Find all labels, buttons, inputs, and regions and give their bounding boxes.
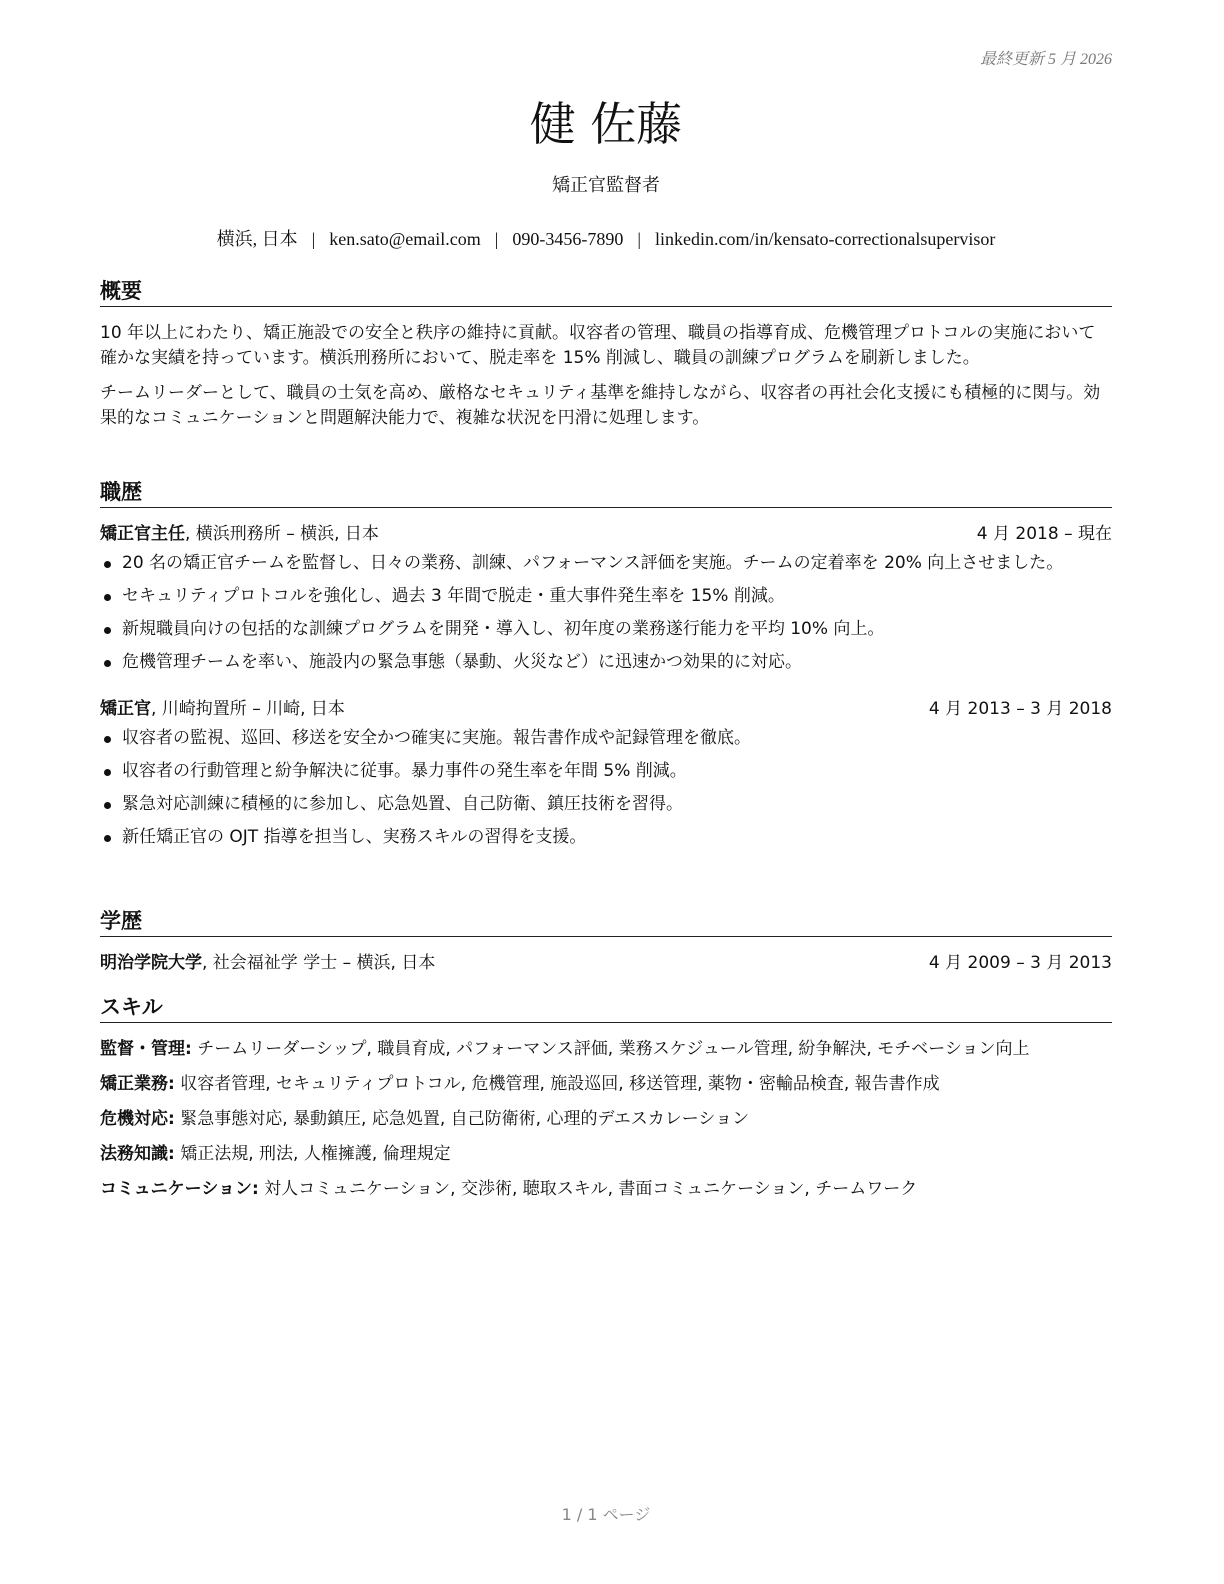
education-entry xyxy=(100,951,1112,975)
contact-linkedin[interactable]: linkedin.com/in/kensato-correctionalsupervisor xyxy=(654,229,996,249)
list-item: 収容者の行動管理と紛争解決に従事。暴力事件の発生率を年間 5% 削減。 xyxy=(100,759,1112,784)
section-title-experience: 職歴 xyxy=(100,479,1112,508)
job-position: 矯正官 xyxy=(100,699,151,719)
job-entry xyxy=(100,522,1112,675)
list-item: 新規職員向けの包括的な訓練プログラムを開発・導入し、初年度の業務遂行能力を平均 10% 向上。 xyxy=(100,617,1112,642)
job-header xyxy=(100,697,1112,721)
list-item: 収容者の監視、巡回、移送を安全かつ確実に実施。報告書作成や記録管理を徹底。 xyxy=(100,726,1112,751)
contact-line xyxy=(100,225,1112,251)
contact-separator: | xyxy=(637,229,641,249)
contact-phone[interactable]: 090-3456-7890 xyxy=(512,229,624,249)
job-bullets xyxy=(100,551,1112,675)
skill-row xyxy=(100,1072,1112,1097)
skill-label: 危機対応: xyxy=(100,1109,175,1129)
contact-email[interactable]: ken.sato@email.com xyxy=(329,229,481,249)
contact-separator: | xyxy=(494,229,499,249)
contact-separator: | xyxy=(311,229,316,249)
skill-value: チームリーダーシップ, 職員育成, パフォーマンス評価, 業務スケジュール管理, 紛争解決, モチベーション向上 xyxy=(191,1039,1030,1059)
job-dates: 4 月 2013 – 3 月 2018 xyxy=(928,699,1112,719)
job-entry xyxy=(100,697,1112,850)
education-details: , 社会福祉学 学士 – 横浜, 日本 xyxy=(202,953,436,973)
skill-label: 監督・管理: xyxy=(100,1039,192,1059)
candidate-role: 矯正官監督者 xyxy=(552,175,660,196)
skill-value: 矯正法規, 刑法, 人権擁護, 倫理規定 xyxy=(174,1144,451,1164)
candidate-name: 健 佐藤 xyxy=(529,97,683,151)
skills-section xyxy=(100,994,1112,1202)
page-number: 1 / 1 ページ xyxy=(561,1505,651,1524)
list-item: 危機管理チームを率い、施設内の緊急事態（暴動、火災など）に迅速かつ効果的に対応。 xyxy=(100,650,1112,675)
skill-value: 対人コミュニケーション, 交渉術, 聴取スキル, 書面コミュニケーション, チームワーク xyxy=(258,1179,918,1199)
skill-value: 緊急事態対応, 暴動鎮圧, 応急処置, 自己防衛術, 心理的デエスカレーション xyxy=(174,1109,750,1129)
section-title-skills: スキル xyxy=(100,994,1112,1023)
job-bullets xyxy=(100,726,1112,850)
job-dates: 4 月 2018 – 現在 xyxy=(976,524,1112,544)
experience-section xyxy=(100,479,1112,850)
skill-label: 法務知識: xyxy=(100,1144,175,1164)
skill-row xyxy=(100,1142,1112,1167)
school-name: 明治学院大学 xyxy=(100,953,202,973)
job-header xyxy=(100,522,1112,546)
education-dates: 4 月 2009 – 3 月 2013 xyxy=(928,953,1112,973)
skill-row xyxy=(100,1177,1112,1202)
education-section xyxy=(100,908,1112,975)
last-updated: 最終更新 5 月 2026 xyxy=(979,51,1112,68)
section-title-education: 学歴 xyxy=(100,908,1112,937)
resume-page xyxy=(100,0,1112,1584)
job-details: , 横浜刑務所 – 横浜, 日本 xyxy=(185,524,379,544)
section-title-summary: 概要 xyxy=(100,278,1112,307)
job-position: 矯正官主任 xyxy=(100,524,185,544)
skill-row xyxy=(100,1107,1112,1132)
summary-paragraph: チームリーダーとして、職員の士気を高め、厳格なセキュリティ基準を維持しながら、収容者の再社会化支援にも積極的に関与。効果的なコミュニケーションと問題解決能力で、複雑な状況を円滑に処理します。 xyxy=(100,383,1101,428)
contact-location: 横浜, 日本 xyxy=(216,229,298,249)
job-details: , 川崎拘置所 – 川崎, 日本 xyxy=(151,699,345,719)
summary-section xyxy=(100,278,1112,431)
list-item: セキュリティプロトコルを強化し、過去 3 年間で脱走・重大事件発生率を 15% 削減。 xyxy=(100,584,1112,609)
skill-label: コミュニケーション: xyxy=(100,1179,259,1199)
skill-label: 矯正業務: xyxy=(100,1074,175,1094)
skill-row xyxy=(100,1037,1112,1062)
summary-paragraph: 10 年以上にわたり、矯正施設での安全と秩序の維持に貢献。収容者の管理、職員の指導育成、危機管理プロトコルの実施において確かな実績を持っています。横浜刑務所において、脱走率を 15% 削減し、職員の訓練プログラムを刷新しました。 xyxy=(100,323,1096,368)
skill-value: 収容者管理, セキュリティプロトコル, 危機管理, 施設巡回, 移送管理, 薬物・密輸品検査, 報告書作成 xyxy=(174,1074,940,1094)
list-item: 新任矯正官の OJT 指導を担当し、実務スキルの習得を支援。 xyxy=(100,825,1112,850)
list-item: 緊急対応訓練に積極的に参加し、応急処置、自己防衛、鎮圧技術を習得。 xyxy=(100,792,1112,817)
list-item: 20 名の矯正官チームを監督し、日々の業務、訓練、パフォーマンス評価を実施。チームの定着率を 20% 向上させました。 xyxy=(100,551,1112,576)
